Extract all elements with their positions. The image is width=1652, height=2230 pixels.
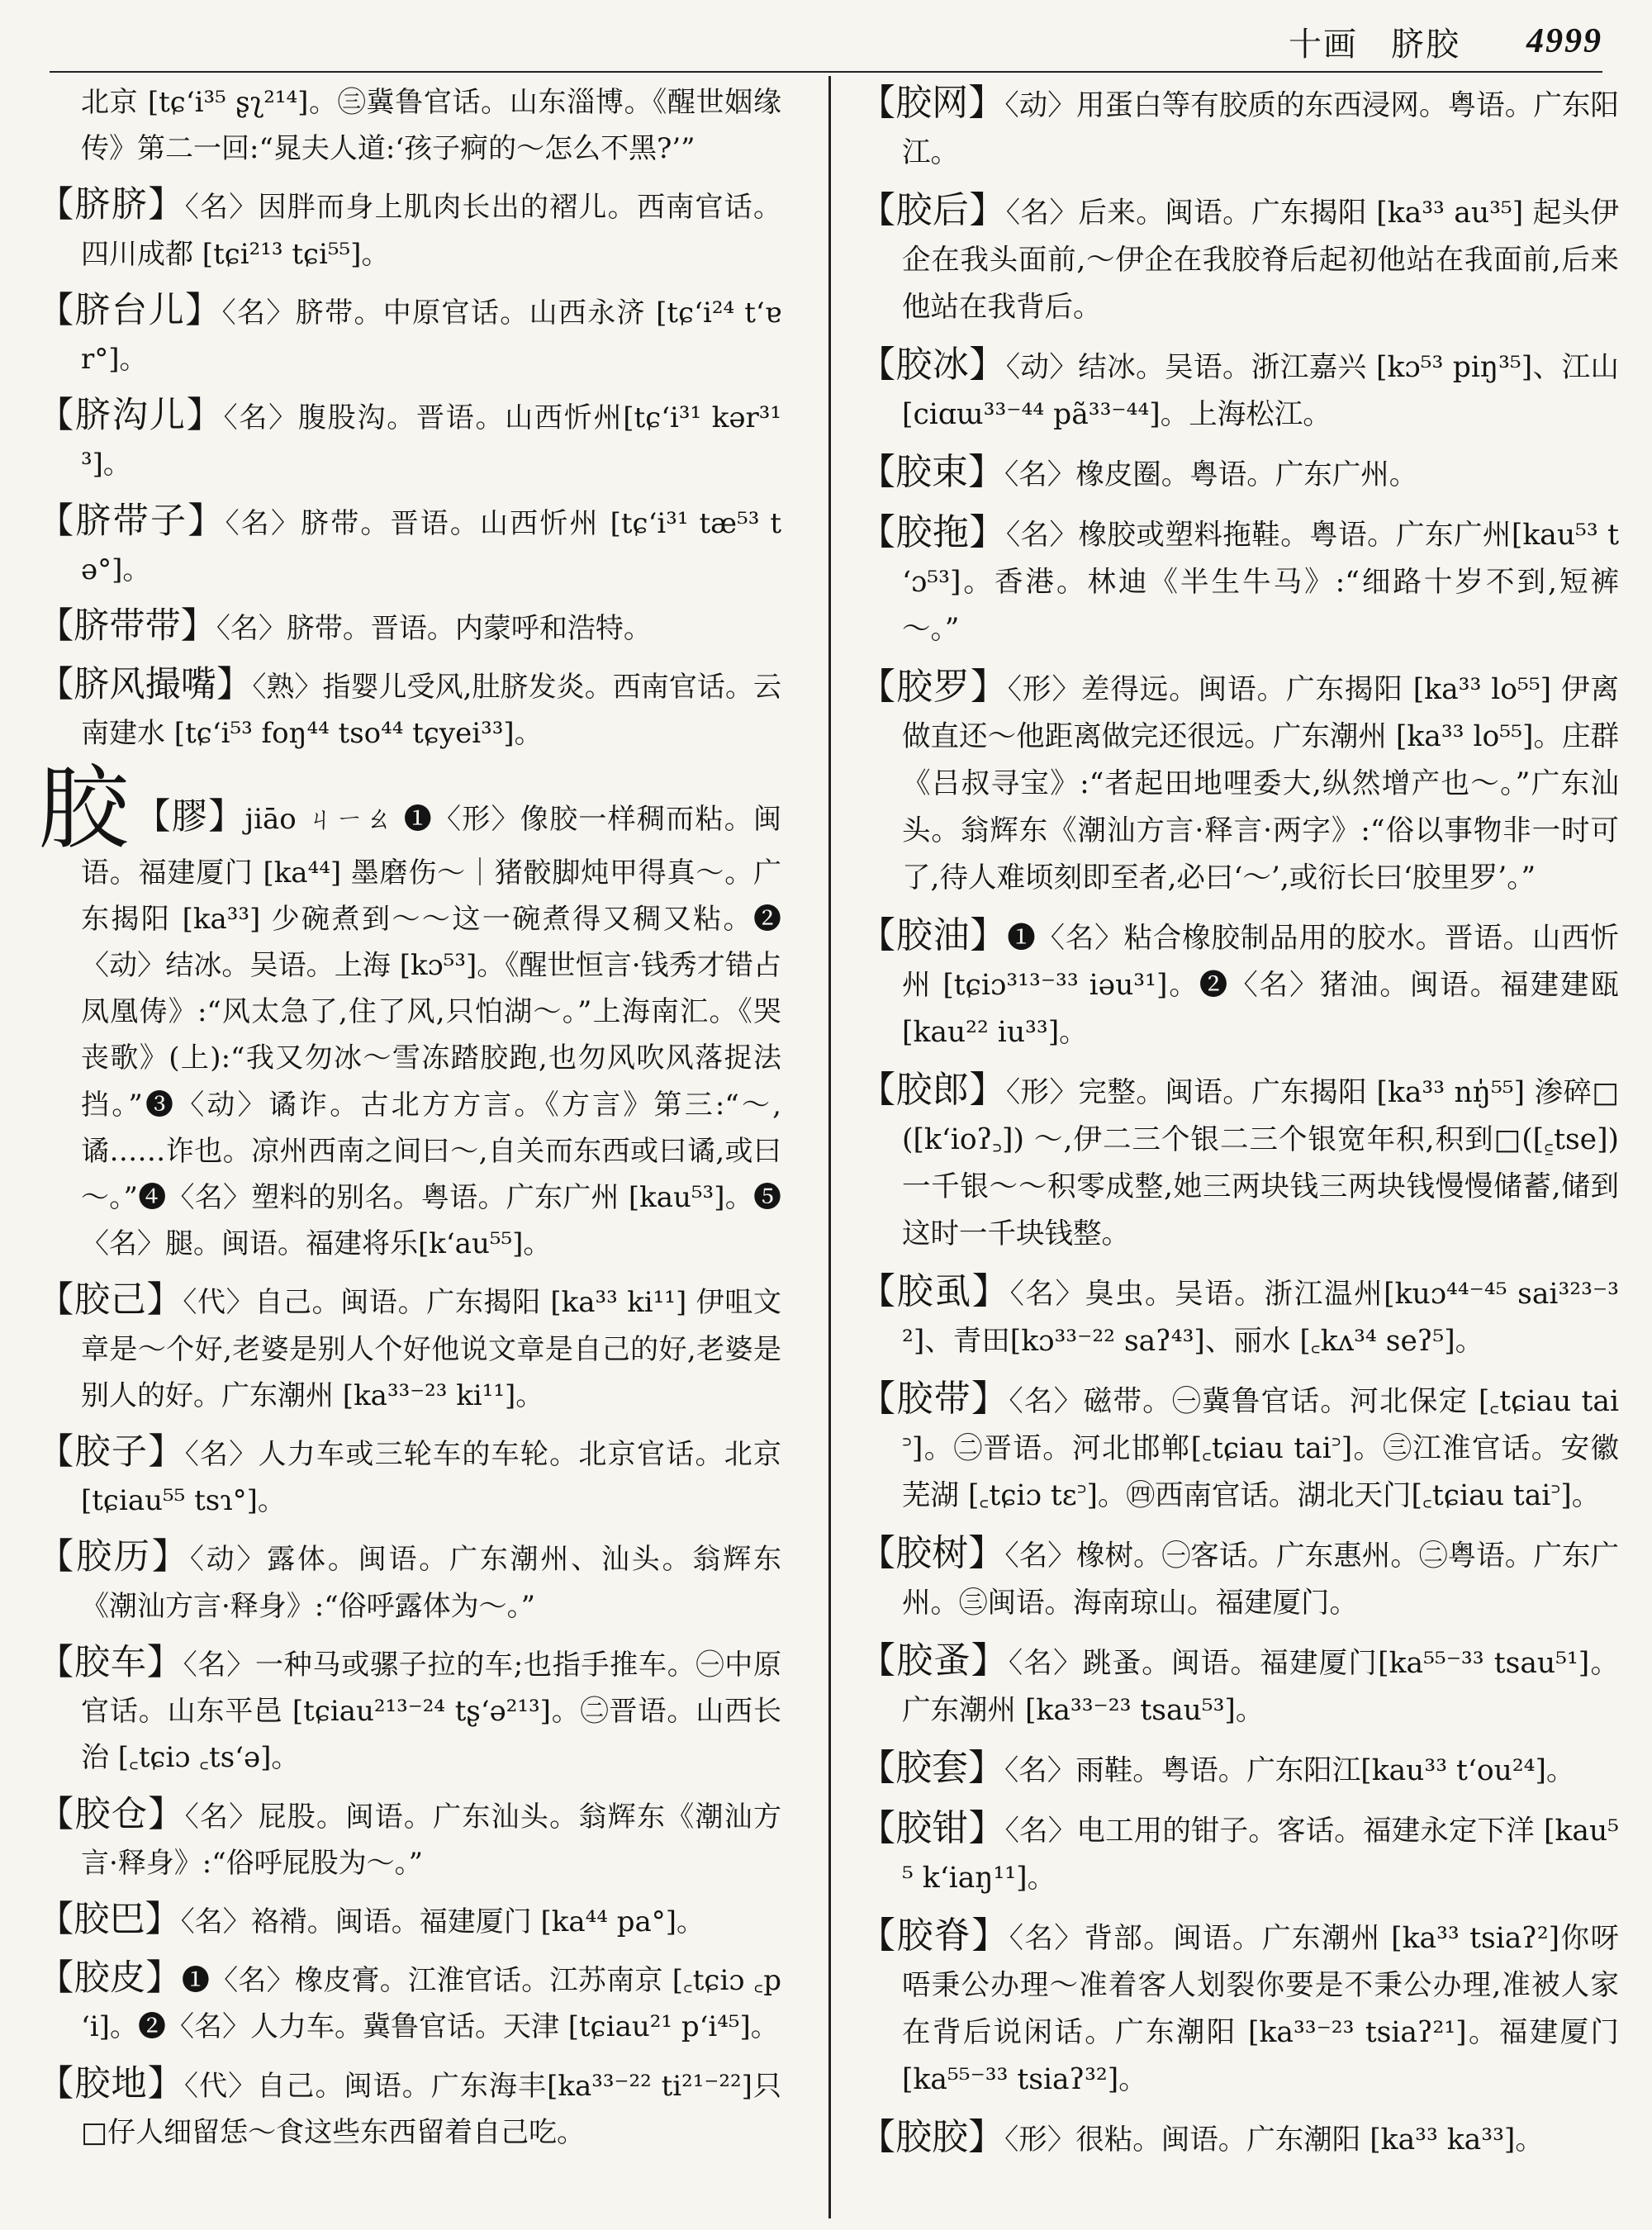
entry-text: 〈名〉屁股。闽语。广东汕头。翁辉东《潮汕方言·释身》:“俗呼屁股为～。” [81, 1800, 781, 1880]
entry-headword: 【脐风撮嘴】 [38, 664, 253, 706]
dictionary-entry [38, 498, 781, 593]
entry-text: 〈动〉用蛋白等有胶质的东西浸网。粤语。广东阳江。 [902, 89, 1620, 169]
entry-headword: 【胶束】 [859, 451, 1004, 493]
entry-text: 〈名〉雨鞋。粤语。广东阳江[kau³³ tʻou²⁴]。 [1004, 1754, 1575, 1787]
entry-headword: 【胶仓】 [38, 1793, 185, 1835]
entry-headword: 【胶钳】 [859, 1807, 1005, 1849]
dictionary-entry [859, 1268, 1619, 1365]
entry-text: 〈名〉橡树。㊀客话。广东惠州。㊁粤语。广东广州。㊂闽语。海南琼山。福建厦门。 [902, 1540, 1620, 1620]
dictionary-entry [859, 1375, 1619, 1520]
entry-headword: 【胶油】 [859, 914, 1008, 956]
entry-text: 〈名〉电工用的钳子。客话。福建永定下洋 [kau⁵⁵ kʻiaŋ¹¹]。 [902, 1815, 1620, 1895]
entry-text: 〈名〉橡胶或塑料拖鞋。粤语。广东广州[kau⁵³ tʻɔ⁵³]。香港。林迪《半生牛马》:“细路十岁不到,短裤～。” [902, 519, 1619, 646]
entry-headword: 【胶后】 [859, 189, 1006, 231]
entry-text: 〈代〉自己。闽语。广东海丰[ka³³⁻²² ti²¹⁻²²]只□仔人细留恁～食这些东西留着自己吃。 [81, 2069, 781, 2149]
entry-text: 〈名〉背部。闽语。广东潮州 [ka³³ tsiaʔ²]你呀唔秉公办理～准着客人划裂你要是不秉公办理,准被人家在背后说闲话。广东潮阳 [ka³³⁻²³ tsiaʔ²¹]。福建厦门 [ka⁵⁵⁻³³ tsiaʔ³²]。 [902, 1922, 1620, 2096]
dictionary-entry [859, 79, 1619, 177]
entry-headword: 【胶套】 [859, 1747, 1004, 1789]
entry-text: 〈名〉一种马或骡子拉的车;也指手推车。㊀中原官话。山东平邑 [tɕiau²¹³⁻²⁴ tʂʻə²¹³]。㊁晋语。山西长治 [꜀tɕiɔ ꜀tsʻə]。 [81, 1648, 781, 1775]
column-divider [828, 76, 831, 2218]
dictionary-entry [38, 1277, 781, 1419]
entry-text: ❶〈名〉粘合橡胶制品用的胶水。晋语。山西忻州 [tɕiɔ³¹³⁻³³ iəu³¹]。❷〈名〉猪油。闽语。福建建瓯 [kau²² iu³³]。 [902, 922, 1619, 1049]
entry-headword: 【脐沟儿】 [38, 395, 224, 437]
entry-headword: 【脐带带】 [38, 605, 216, 648]
entry-headword: 【胶蚤】 [859, 1639, 1009, 1682]
dictionary-entry [859, 1744, 1619, 1795]
dictionary-entry [859, 1637, 1619, 1734]
entry-headword: 【胶脊】 [859, 1914, 1009, 1957]
page-number: 4999 [1526, 22, 1602, 60]
dictionary-entry [859, 1530, 1619, 1627]
header-words: 脐胶 [1391, 25, 1460, 64]
dictionary-entry [38, 1639, 781, 1782]
entry-text: 〈形〉差得远。闽语。广东揭阳 [ka³³ lo⁵⁵] 伊离做直还～他距离做完还很远。广东潮州 [ka³³ lo⁵⁵]。庄群《吕叔寻宝》:“者起田地哩委大,纵然增产也～。”广东汕头。翁辉东《潮汕方言·释言·两字》:“俗以事物非一时可了,待人难顷刻即至者,必曰‘～’,或衍长曰‘胶里罗’。” [902, 673, 1620, 894]
dictionary-entry [859, 187, 1619, 331]
dictionary-entry [38, 2061, 781, 2156]
entry-headword: 【胶己】 [38, 1279, 183, 1321]
dictionary-entry [859, 663, 1619, 902]
entry-text: 〈名〉脐带。晋语。山西忻州 [tɕʻi³¹ tæ⁵³ tə°]。 [81, 506, 781, 586]
dictionary-entry [38, 662, 781, 757]
dictionary-entry [859, 509, 1619, 653]
left-column [38, 79, 781, 2166]
entry-text: 〈形〉完整。闽语。广东揭阳 [ka³³ nŋ̍⁵⁵] 渗碎□([kʻioʔ꜆]) ～,伊二三个银二三个银宽年积,积到□([꜁tse]) 一千银～～积零成整,她三两块钱三两块钱慢慢储蓄,储到这时一千块钱整。 [902, 1076, 1620, 1250]
entry-text: 〈代〉自己。闽语。广东揭阳 [ka³³ ki¹¹] 伊咀文章是～个好,老婆是别人个好他说文章是自己的好,老婆是别人的好。广东潮州 [ka³³⁻²³ ki¹¹]。 [81, 1286, 781, 1412]
entry-continuation [38, 79, 781, 172]
dictionary-entry [38, 1429, 781, 1524]
entry-text: 〈名〉脐带。中原官话。山西永济 [tɕʻi²⁴ tʻɐr°]。 [81, 296, 781, 377]
dictionary-entry [38, 287, 781, 382]
entry-text: 〈名〉人力车或三轮车的车轮。北京官话。北京 [tɕiau⁵⁵ tsɿ°]。 [81, 1438, 781, 1518]
right-column [859, 79, 1619, 2174]
dictionary-entry [859, 448, 1619, 499]
main-character: 胶 [38, 755, 131, 861]
entry-headword: 【胶带】 [859, 1378, 1009, 1420]
entry-headword: 【膠】 [135, 795, 245, 837]
entry-headword: 【胶冰】 [859, 344, 1006, 386]
entry-headword: 【胶树】 [859, 1532, 1005, 1574]
entry-headword: 【胶郎】 [859, 1069, 1006, 1111]
entry-text: 〈名〉袼褙。闽语。福建厦门 [ka⁴⁴ pa°]。 [180, 1905, 705, 1938]
dictionary-entry [859, 1912, 1619, 2104]
entry-text: 〈名〉磁带。㊀冀鲁官话。河北保定 [꜀tɕiau tai꜄]。㊁晋语。河北邯郸[꜀tɕiau tai꜄]。㊂江淮官话。安徽芜湖 [꜀tɕiɔ tɛ꜄]。㊃西南官话。湖北天门[꜀tɕiau tai꜄]。 [902, 1385, 1619, 1512]
dictionary-entry [38, 1791, 781, 1886]
entry-headword: 【胶网】 [859, 82, 1005, 124]
dictionary-entry [38, 755, 781, 1268]
entry-text: 〈动〉露体。闽语。广东潮州、汕头。翁辉东《潮汕方言·释身》:“俗呼露体为～。” [81, 1543, 781, 1623]
entry-headword: 【脐脐】 [38, 184, 185, 226]
entry-text: 〈名〉臭虫。吴语。浙江温州[kuɔ⁴⁴⁻⁴⁵ sai³²³⁻³²]、青田[kɔ³³⁻²² saʔ⁴³]、丽水 [꜀kʌ³⁴ seʔ⁵]。 [902, 1278, 1619, 1358]
entry-text: 〈名〉脐带。晋语。内蒙呼和浩特。 [216, 612, 652, 646]
dictionary-entry [38, 1896, 781, 1945]
dictionary-entry [859, 1805, 1619, 1902]
entry-text: 〈名〉后来。闽语。广东揭阳 [ka³³ au³⁵] 起头伊企在我头面前,～伊企在我胶脊后起初他站在我面前,后来他站在我背后。 [902, 197, 1620, 324]
entry-text: jiāo ㄐㄧㄠ ❶〈形〉像胶一样稠而粘。闽语。福建厦门 [ka⁴⁴] 墨磨伤～｜猪骹脚炖甲得真～。广东揭阳 [ka³³] 少碗煮到～～这一碗煮得又稠又粘。❷〈动〉结冰。吴语。上海 [kɔ⁵³]。《醒世恒言·钱秀才错占凤凰俦》:“风太急了,住了风,只怕湖～。”上海南汇。《哭丧歌》(上):“我又勿冰～雪冻踏胶跑,也勿风吹风落捉法挡。”❸〈动〉谲诈。古北方方言。《方言》第三:“～,谲……诈也。凉州西南之间曰～,自关而东西或曰谲,或曰～。”❹〈名〉塑料的别名。粤语。广东广州 [kau⁵³]。❺〈名〉腿。闽语。福建将乐[kʻau⁵⁵]。 [81, 802, 781, 1261]
entry-text: 〈动〉结冰。吴语。浙江嘉兴 [kɔ⁵³ piŋ³⁵]、江山 [ciɑɯ³³⁻⁴⁴ pã³³⁻⁴⁴]。上海松江。 [902, 351, 1619, 431]
dictionary-entry [859, 1066, 1619, 1258]
entry-text: ❶〈名〉橡皮膏。江淮官话。江苏南京 [꜀tɕiɔ ꜀pʻi]。❷〈名〉人力车。冀鲁官话。天津 [tɕiau²¹ pʻi⁴⁵]。 [81, 1964, 781, 2044]
dictionary-entry [38, 182, 781, 277]
header-section: 十画 [1289, 25, 1358, 64]
entry-headword: 【胶车】 [38, 1641, 183, 1683]
entry-headword: 【胶巴】 [38, 1898, 181, 1940]
dictionary-entry [38, 603, 781, 652]
dictionary-entry [859, 2114, 1619, 2164]
entry-text: 〈形〉很粘。闽语。广东潮阳 [ka³³ ka³³]。 [1004, 2123, 1544, 2156]
entry-headword: 【胶皮】 [38, 1957, 182, 2000]
dictionary-entry [38, 392, 781, 487]
entry-headword: 【胶地】 [38, 2062, 185, 2104]
entry-headword: 【胶拖】 [859, 511, 1006, 553]
entry-headword: 【脐台儿】 [38, 289, 222, 331]
entry-text: 〈名〉跳蚤。闽语。福建厦门[ka⁵⁵⁻³³ tsau⁵¹]。广东潮州 [ka³³⁻²³ tsau⁵³]。 [902, 1647, 1619, 1727]
entry-headword: 【胶罗】 [859, 666, 1008, 708]
entry-text: 〈名〉橡皮圈。粤语。广东广州。 [1004, 458, 1418, 491]
header-rule [50, 71, 1602, 73]
page-header [50, 17, 1602, 66]
entry-text: 〈名〉因胖而身上肌肉长出的褶儿。西南官话。四川成都 [tɕi²¹³ tɕi⁵⁵]。 [81, 191, 781, 271]
entry-headword: 【脐带子】 [38, 500, 225, 542]
entry-text: 北京 [tɕʻi³⁵ ʂʅ²¹⁴]。㊂冀鲁官话。山东淄博。《醒世姻缘传》第二一回:“晁夫人道:‘孩子痾的～怎么不黑?’” [81, 86, 781, 166]
dictionary-entry [38, 1534, 781, 1629]
entry-headword: 【胶虱】 [859, 1270, 1010, 1312]
entry-text: 〈名〉腹股沟。晋语。山西忻州[tɕʻi³¹ kər³¹³]。 [81, 401, 781, 482]
dictionary-entry [38, 1955, 781, 2050]
dictionary-entry [859, 341, 1619, 439]
entry-headword: 【胶历】 [38, 1536, 190, 1578]
entry-headword: 【胶子】 [38, 1431, 185, 1473]
entry-text: 〈熟〉指婴儿受风,肚脐发炎。西南官话。云南建水 [tɕʻi⁵³ foŋ⁴⁴ tso⁴⁴ tɕyei³³]。 [81, 671, 781, 751]
dictionary-entry [859, 912, 1619, 1056]
entry-headword: 【胶胶】 [859, 2116, 1004, 2158]
